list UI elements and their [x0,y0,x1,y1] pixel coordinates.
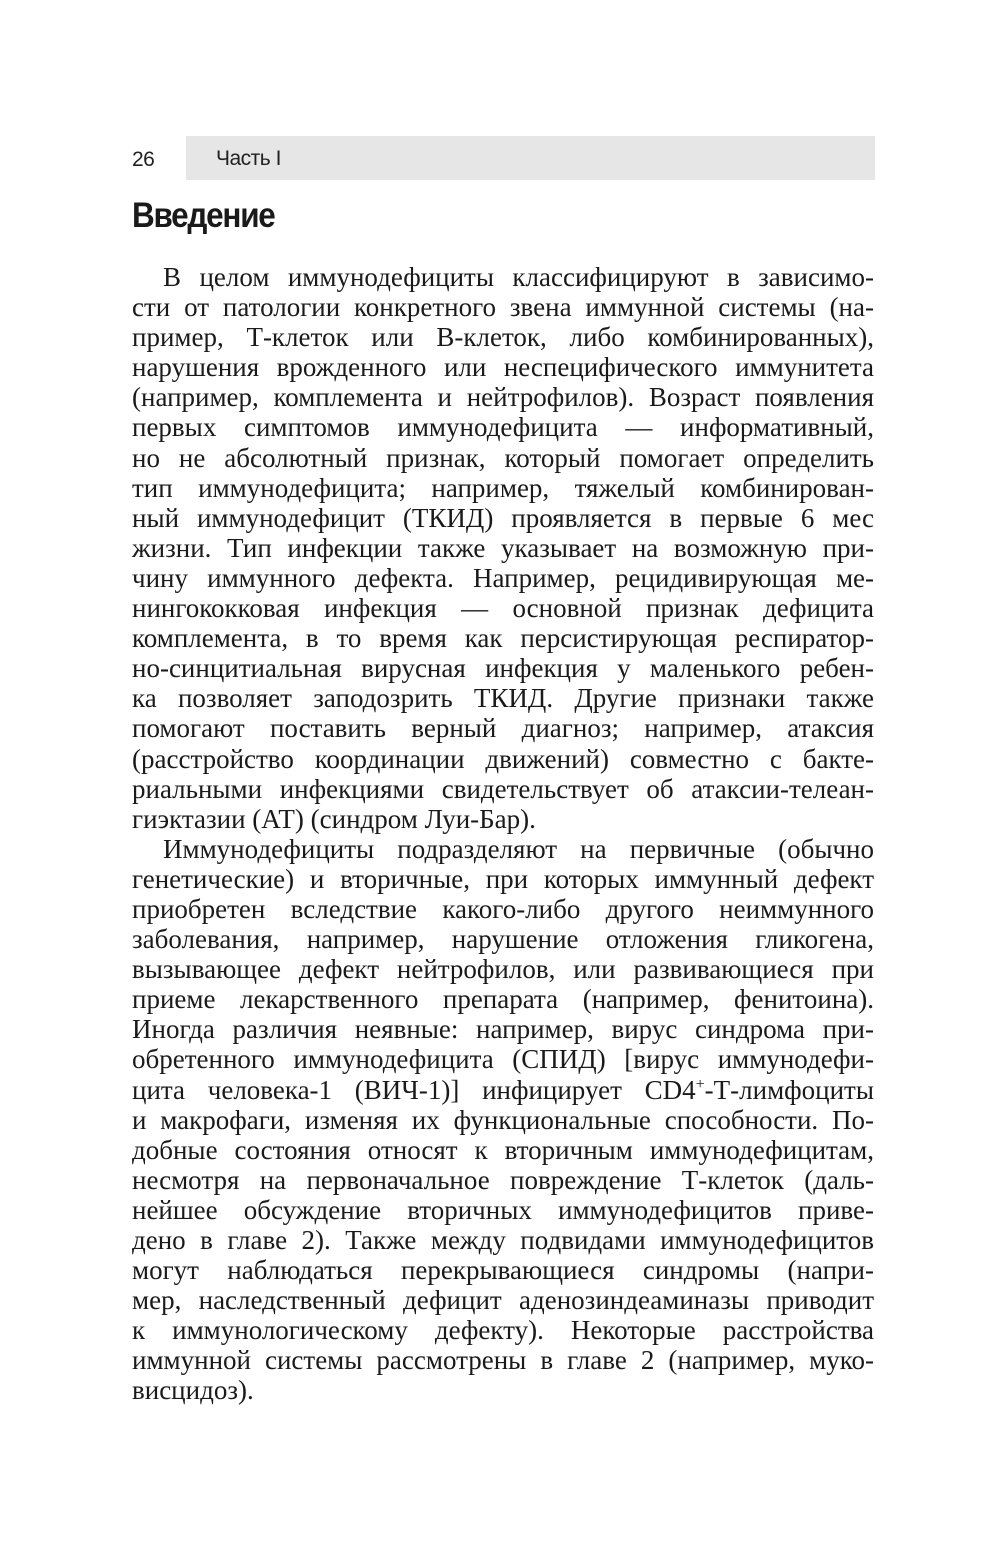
text-line: иммунной системы рассмотрены в главе 2 (например, муко- [132,1345,874,1376]
text-line: чину иммунного дефекта. Например, рецидивирующая ме- [132,562,874,593]
text-line: первых симптомов иммунодефицита — информативный, [132,412,874,443]
text-line-with-superscript [132,1075,874,1105]
text-line: жизни. Тип инфекции также указывает на возможную при- [132,532,874,563]
text-line: нейшее обсуждение вторичных иммунодефицитов приве- [132,1194,874,1225]
text-line: к иммунологическому дефекту). Некоторые расстройства [132,1315,874,1346]
text-line: приобретен вследствие какого-либо другого неиммунного [132,893,874,924]
line-segment: -Т-лимфоциты [704,1074,874,1105]
part-label: Часть I [216,147,281,170]
text-line: тип иммунодефицита; например, тяжелый комбинирован- [132,472,874,503]
text-line: Иногда различия неявные: например, вирус синдрома при- [132,1014,874,1045]
text-line: добные состояния относят к вторичным иммунодефицитам, [132,1134,874,1165]
text-line: ный иммунодефицит (ТКИД) проявляется в первые 6 мес [132,502,874,533]
text-line: обретенного иммунодефицита (СПИД) [вирус иммунодефи- [132,1044,874,1075]
text-line: риальными инфекциями свидетельствует об атаксии-телеан- [132,773,874,804]
text-line: В целом иммунодефициты классифицируют в зависимо- [163,262,874,292]
text-line: пример, Т-клеток или В-клеток, либо комбинированных), [132,322,874,353]
text-line: но не абсолютный признак, который помогает определить [132,442,874,473]
line-segment: цита человека-1 (ВИЧ-1)] инфицирует CD4 [132,1074,696,1105]
text-line: комплемента, в то время как персистирующая респиратор- [132,623,874,654]
superscript-plus: + [695,1075,705,1093]
text-line: заболевания, например, нарушение отложения гликогена, [132,924,874,955]
text-line: гиэктазии (АТ) (синдром Луи-Бар). [132,803,536,834]
text-line: сти от патологии конкретного звена иммунной системы (на- [132,292,874,323]
text-line: помогают поставить верный диагноз; например, атаксия [132,713,874,744]
text-line: приеме лекарственного препарата (например, фенитоина). [132,984,874,1015]
section-heading: Введение [132,196,275,235]
running-header [186,136,875,180]
text-line: (расстройство координации движений) совместно с бакте- [132,743,874,774]
text-line: дено в главе 2). Также между подвидами иммунодефицитов [132,1225,874,1255]
text-line: генетические) и вторичные, при которых иммунный дефект [132,863,874,894]
text-line: нингококковая инфекция — основной признак дефицита [132,593,874,624]
page-number: 26 [132,148,155,171]
text-line: но-синцитиальная вирусная инфекция у маленького ребен- [132,653,874,684]
text-line: и макрофаги, изменяя их функциональные способности. По- [132,1104,874,1135]
text-line: могут наблюдаться перекрывающиеся синдромы (напри- [132,1255,874,1286]
text-line: ка позволяет заподозрить ТКИД. Другие признаки также [132,683,874,714]
body-text [132,262,874,1406]
text-line: мер, наследственный дефицит аденозиндеаминазы приводит [132,1285,874,1316]
text-line: висцидоз). [132,1375,254,1406]
text-line: вызывающее дефект нейтрофилов, или развивающиеся при [132,954,874,985]
text-line: несмотря на первоначальное повреждение Т-клеток (даль- [132,1164,874,1195]
text-line: нарушения врожденного или неспецифического иммунитета [132,352,874,383]
text-line: Иммунодефициты подразделяют на первичные (обычно [163,833,874,864]
text-line: (например, комплемента и нейтрофилов). Возраст появления [132,382,874,413]
